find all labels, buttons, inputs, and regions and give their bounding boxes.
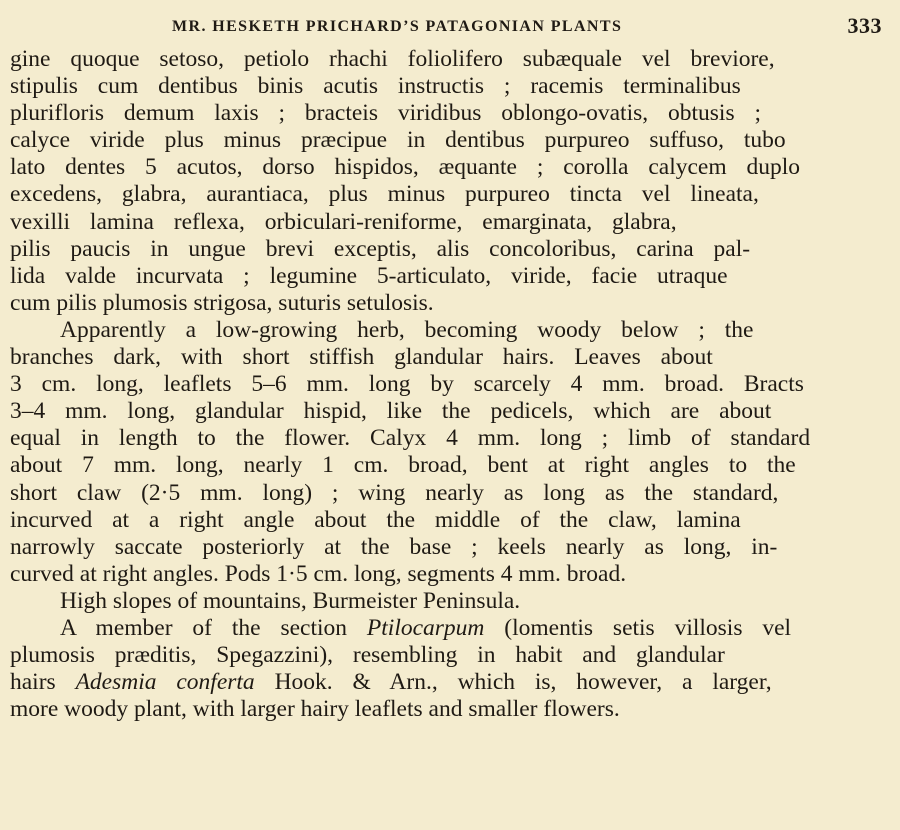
text-line: incurved at a right angle about the middle of the claw, lamina: [10, 506, 741, 533]
text-line: lida valde incurvata ; legumine 5-articulato, viride, facie utraque: [10, 262, 728, 289]
remarks-paragraph: [10, 615, 886, 723]
text-line: excedens, glabra, aurantiaca, plus minus purpureo tincta vel lineata,: [10, 181, 759, 208]
text-line: 3–4 mm. long, glandular hispid, like the pedicels, which are about: [10, 398, 772, 425]
text-line: [10, 669, 886, 696]
english-description-paragraph: [10, 317, 886, 588]
text-line: more woody plant, with larger hairy leaflets and smaller flowers.: [10, 696, 620, 723]
text-line: equal in length to the flower. Calyx 4 mm. long ; limb of standard: [10, 425, 811, 452]
page-number: 333: [847, 13, 882, 38]
text-line: cum pilis plumosis strigosa, suturis setulosis.: [10, 289, 434, 316]
text-line: vexilli lamina reflexa, orbiculari-reniforme, emarginata, glabra,: [10, 208, 677, 235]
text-line: High slopes of mountains, Burmeister Peninsula.: [60, 587, 521, 614]
text-segment: Hook. & Arn., which is, however, a larger,: [254, 669, 772, 696]
text-line: plumosis præditis, Spegazzini), resembling in habit and glandular: [10, 642, 725, 669]
text-line: plurifloris demum laxis ; bracteis viridibus oblongo-ovatis, obtusis ;: [10, 100, 762, 127]
text-line: about 7 mm. long, nearly 1 cm. broad, bent at right angles to the: [10, 452, 796, 479]
text-line: calyce viride plus minus præcipue in dentibus purpureo suffuso, tubo: [10, 127, 786, 154]
text-line: narrowly saccate posteriorly at the base ; keels nearly as long, in-: [10, 533, 778, 560]
text-line: pilis paucis in ungue brevi exceptis, alis concoloribus, carina pal-: [10, 235, 751, 262]
text-line: gine quoque setoso, petiolo rhachi foliolifero subæquale vel breviore,: [10, 46, 775, 72]
species-name: Adesmia conferta: [75, 669, 255, 696]
text-line: stipulis cum dentibus binis acutis instructis ; racemis terminalibus: [10, 73, 741, 100]
text-line: [10, 615, 886, 642]
body-text: [10, 46, 886, 723]
text-line: lato dentes 5 acutos, dorso hispidos, æquante ; corolla calycem duplo: [10, 154, 801, 181]
running-title: MR. HESKETH PRICHARD’S PATAGONIAN PLANTS: [172, 18, 623, 35]
locality-paragraph: [10, 588, 886, 615]
text-line: short claw (2·5 mm. long) ; wing nearly as long as the standard,: [10, 479, 779, 506]
text-segment: (lomentis setis villosis vel: [484, 614, 792, 641]
text-line: 3 cm. long, leaflets 5–6 mm. long by scarcely 4 mm. broad. Bracts: [10, 371, 804, 398]
text-segment: hairs: [10, 669, 76, 696]
text-line: Apparently a low-growing herb, becoming woody below ; the: [60, 316, 754, 343]
text-line: curved at right angles. Pods 1·5 cm. long, segments 4 mm. broad.: [10, 560, 627, 587]
text-line: branches dark, with short stiffish glandular hairs. Leaves about: [10, 344, 713, 371]
section-name: Ptilocarpum: [366, 614, 485, 641]
text-segment: A member of the section: [60, 614, 367, 641]
latin-description-paragraph: [10, 46, 886, 317]
running-head: [10, 10, 886, 44]
